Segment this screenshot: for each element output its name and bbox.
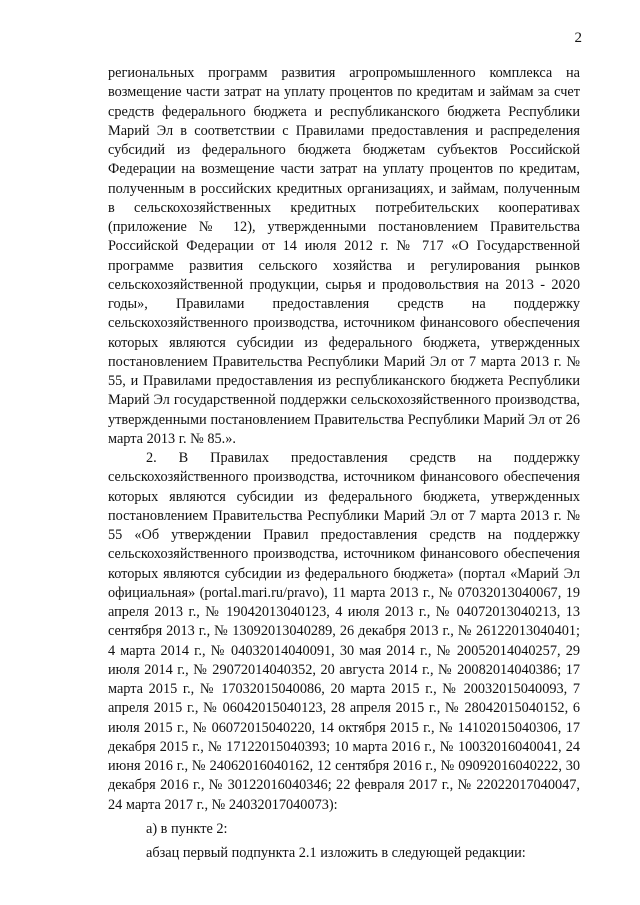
- page-number: 2: [574, 30, 582, 46]
- paragraph-item-2: 2. В Правилах предоставления средств на поддержку сельскохозяйственного производства, источником финансового обеспечения которых являются субсидии из федерального бюджета, утвержденных постановлением Правительства Республики Марий Эл от 7 марта 2013 г. № 55 «Об утверждении Правил предоставления средств на поддержку сельскохозяйственного производства, источником финансового обеспечения которых являются субсидии из федерального бюджета» (портал «Марий Эл официальная» (portal.mari.ru/pravo), 11 марта 2013 г., № 07032013040067, 19 апреля 2013 г., № 19042013040123, 4 июля 2013 г., № 04072013040213, 13 сентября 2013 г., № 13092013040289, 26 декабря 2013 г., № 26122013040401; 4 марта 2014 г., № 04032014040091, 30 мая 2014 г., № 20052014040257, 29 июля 2014 г., № 29072014040352, 20 августа 2014 г., № 20082014040386; 17 марта 2015 г., № 17032015040086, 20 марта 2015 г., № 20032015040093, 7 апреля 2015 г., № 06042015040123, 28 апреля 2015 г., № 28042015040152, 6 июля 2015 г., № 06072015040220, 14 октября 2015 г., № 14102015040306, 17 декабря 2015 г., № 17122015040393; 10 марта 2016 г., № 10032016040041, 24 июня 2016 г., № 24062016040162, 12 сентября 2016 г., № 09092016040222, 30 декабря 2016 г., № 30122016040346; 22 февраля 2017 г., № 22022017040047, 24 марта 2017 г., № 24032017040073):: [108, 450, 580, 813]
- document-body: [108, 64, 580, 863]
- paragraph-subitem-a: а) в пункте 2:: [146, 820, 228, 837]
- paragraph-continuation: региональных программ развития агропромышленного комплекса на возмещение части затрат на уплату процентов по кредитам и займам за счет средств федерального бюджета и республиканского бюджета Республики Марий Эл в соответствии с Правилами предоставления и распределения субсидий из федерального бюджета бюджетам субъектов Российской Федерации на возмещение части затрат на уплату процентов по кредитам, полученным в российских кредитных организациях, и займам, полученным в сельскохозяйственных кредитных потребительских кооперативах (приложение № 12), утвержденными постановлением Правительства Российской Федерации от 14 июля 2012 г. № 717 «О Государственной программе развития сельского хозяйства и регулирования рынков сельскохозяйственной продукции, сырья и продовольствия на 2013 - 2020 годы», Правилами предоставления средств на поддержку сельскохозяйственного производства, источником финансового обеспечения которых являются субсидии из федерального бюджета, утвержденных постановлением Правительства Республики Марий Эл от 7 марта 2013 г. № 55, и Правилами предоставления из республиканского бюджета Республики Марий Эл государственной поддержки сельскохозяйственного производства, утвержденными постановлением Правительства Республики Марий Эл от 26 марта 2013 г. № 85.».: [108, 65, 580, 447]
- paragraph-amendment: абзац первый подпункта 2.1 изложить в следующей редакции:: [146, 845, 526, 861]
